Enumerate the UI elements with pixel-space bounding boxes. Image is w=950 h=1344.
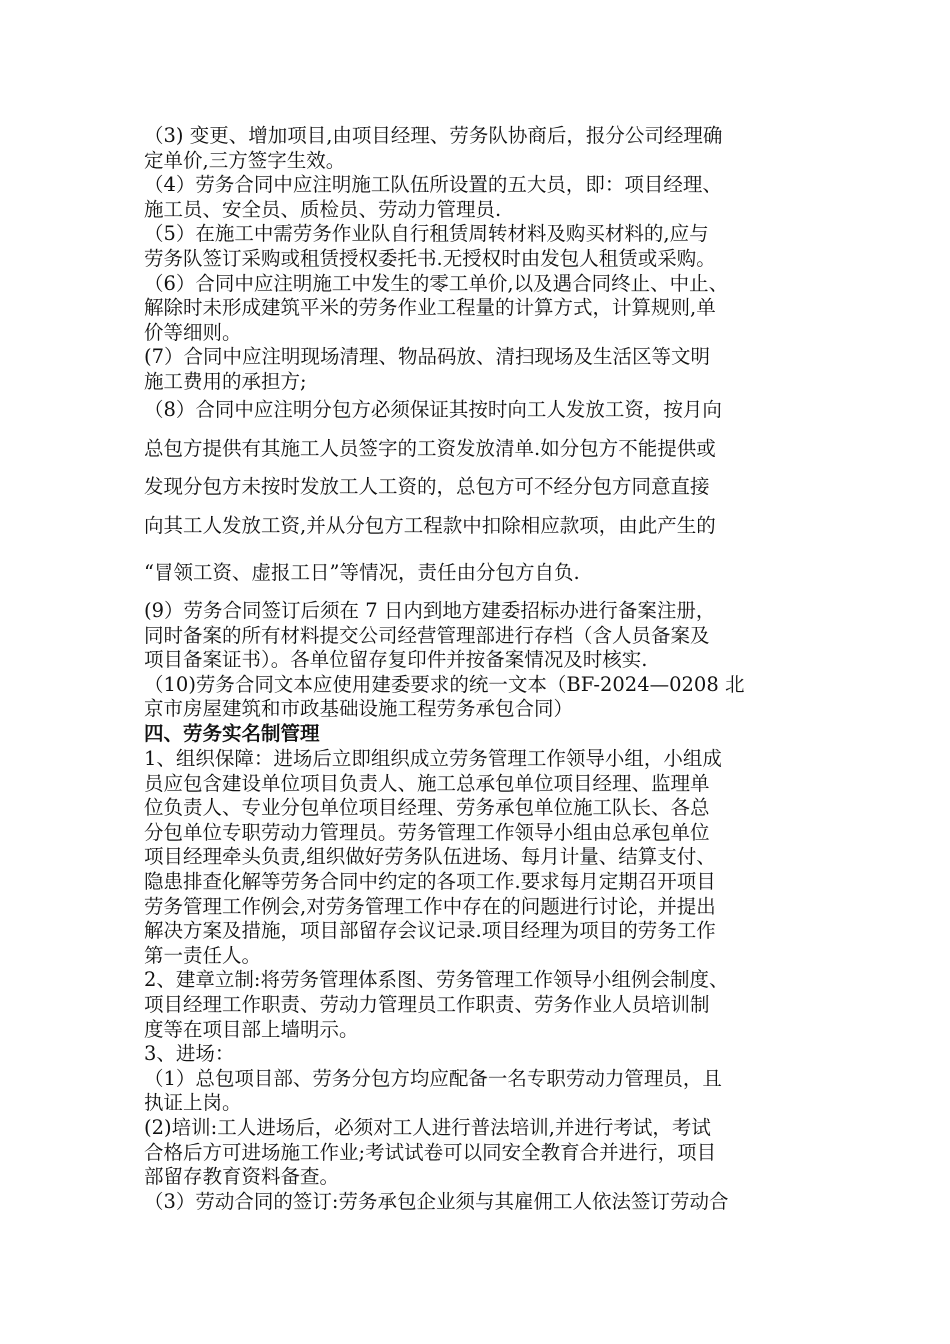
section-heading-text: 四、劳务实名制管理 bbox=[144, 722, 320, 745]
text-line: 京市房屋建筑和市政基础设施工程劳务承包合同） bbox=[144, 697, 574, 721]
contract-clauses-3-7 bbox=[144, 124, 824, 395]
text-line: “冒领工资、虚报工日”等情况，责任由分包方自负. bbox=[144, 561, 580, 584]
text-line: 发现分包方未按时发放工人工资的，总包方可不经分包方同意直接 bbox=[144, 475, 710, 498]
text-line: 劳务队签订采购或租赁授权委托书.无授权时由发包人租赁或采购。 bbox=[144, 246, 716, 270]
contract-clause-8-end bbox=[144, 561, 824, 586]
text-line: （5）在施工中需劳务作业队自行租赁周转材料及购买材料的,应与 bbox=[144, 222, 709, 246]
text-line: 解决方案及措施，项目部留存会议记录.项目经理为项目的劳务工作 bbox=[144, 919, 716, 943]
text-line: 施工员、安全员、质检员、劳动力管理员. bbox=[144, 197, 502, 221]
text-line: 价等细则。 bbox=[144, 320, 242, 344]
text-line: 劳务管理工作例会,对劳务管理工作中存在的问题进行讨论，并提出 bbox=[144, 894, 716, 918]
text-line: （8）合同中应注明分包方必须保证其按时向工人发放工资，按月向 bbox=[144, 398, 722, 421]
text-line: 员应包含建设单位项目负责人、施工总承包单位项目经理、监理单 bbox=[144, 771, 710, 795]
contract-clause-8 bbox=[144, 398, 824, 538]
text-line: （3）劳动合同的签订:劳务承包企业须与其雇佣工人依法签订劳动合 bbox=[144, 1189, 729, 1213]
text-line: 隐患排查化解等劳务合同中约定的各项工作.要求每月定期召开项目 bbox=[144, 869, 716, 893]
text-line: (7）合同中应注明现场清理、物品码放、清扫现场及生活区等文明 bbox=[144, 345, 711, 369]
section-body bbox=[144, 747, 824, 1214]
text-line: 同时备案的所有材料提交公司经营管理部进行存档（含人员备案及 bbox=[144, 623, 710, 647]
text-line: (9）劳务合同签订后须在 7 日内到地方建委招标办进行备案注册， bbox=[144, 599, 716, 622]
text-line: 第一责任人。 bbox=[144, 943, 262, 967]
text-line: （1）总包项目部、劳务分包方均应配备一名专职劳动力管理员，且 bbox=[144, 1066, 722, 1090]
text-line: 定单价,三方签字生效。 bbox=[144, 148, 346, 172]
text-line: 部留存教育资料备查。 bbox=[144, 1165, 340, 1189]
text-line: 项目经理工作职责、劳动力管理员工作职责、劳务作业人员培训制 bbox=[144, 992, 710, 1016]
text-line: 2、建章立制:将劳务管理体系图、劳务管理工作领导小组例会制度、 bbox=[144, 968, 729, 992]
text-line: 分包单位专职劳动力管理员。劳务管理工作领导小组由总承包单位 bbox=[144, 820, 710, 844]
text-line: 3、进场： bbox=[144, 1042, 235, 1066]
text-line: （10)劳务合同文本应使用建委要求的统一文本（BF-2024—0208 北 bbox=[144, 672, 745, 696]
text-line: （3) 变更、增加项目,由项目经理、劳务队协商后，报分公司经理确 bbox=[144, 124, 723, 147]
text-line: 项目经理牵头负责,组织做好劳务队伍进场、每月计量、结算支付、 bbox=[144, 845, 716, 869]
text-line: 位负责人、专业分包单位项目经理、劳务承包单位施工队长、各总 bbox=[144, 796, 710, 820]
text-line: 向其工人发放工资,并从分包方工程款中扣除相应款项，由此产生的 bbox=[144, 513, 716, 537]
text-line: 解除时未形成建筑平米的劳务作业工程量的计算方式，计算规则,单 bbox=[144, 296, 716, 320]
text-line: 项目备案证书）。各单位留存复印件并按备案情况及时核实. bbox=[144, 648, 648, 672]
text-line: 执证上岗。 bbox=[144, 1091, 242, 1115]
text-line: 施工费用的承担方; bbox=[144, 369, 307, 393]
text-line: （6）合同中应注明施工中发生的零工单价,以及遇合同终止、中止、 bbox=[144, 271, 729, 295]
section-heading bbox=[144, 722, 824, 747]
text-line: （4）劳务合同中应注明施工队伍所设置的五大员，即：项目经理、 bbox=[144, 173, 722, 197]
text-line: 总包方提供有其施工人员签字的工资发放清单.如分包方不能提供或 bbox=[144, 436, 716, 460]
text-line: (2)培训:工人进场后，必须对工人进行普法培训,并进行考试，考试 bbox=[144, 1115, 711, 1139]
text-line: 1、组织保障：进场后立即组织成立劳务管理工作领导小组，小组成 bbox=[144, 747, 722, 770]
contract-clauses-9-10 bbox=[144, 599, 824, 722]
text-line: 度等在项目部上墙明示。 bbox=[144, 1017, 359, 1041]
text-line: 合格后方可进场施工作业;考试试卷可以同安全教育合并进行，项目 bbox=[144, 1140, 717, 1164]
